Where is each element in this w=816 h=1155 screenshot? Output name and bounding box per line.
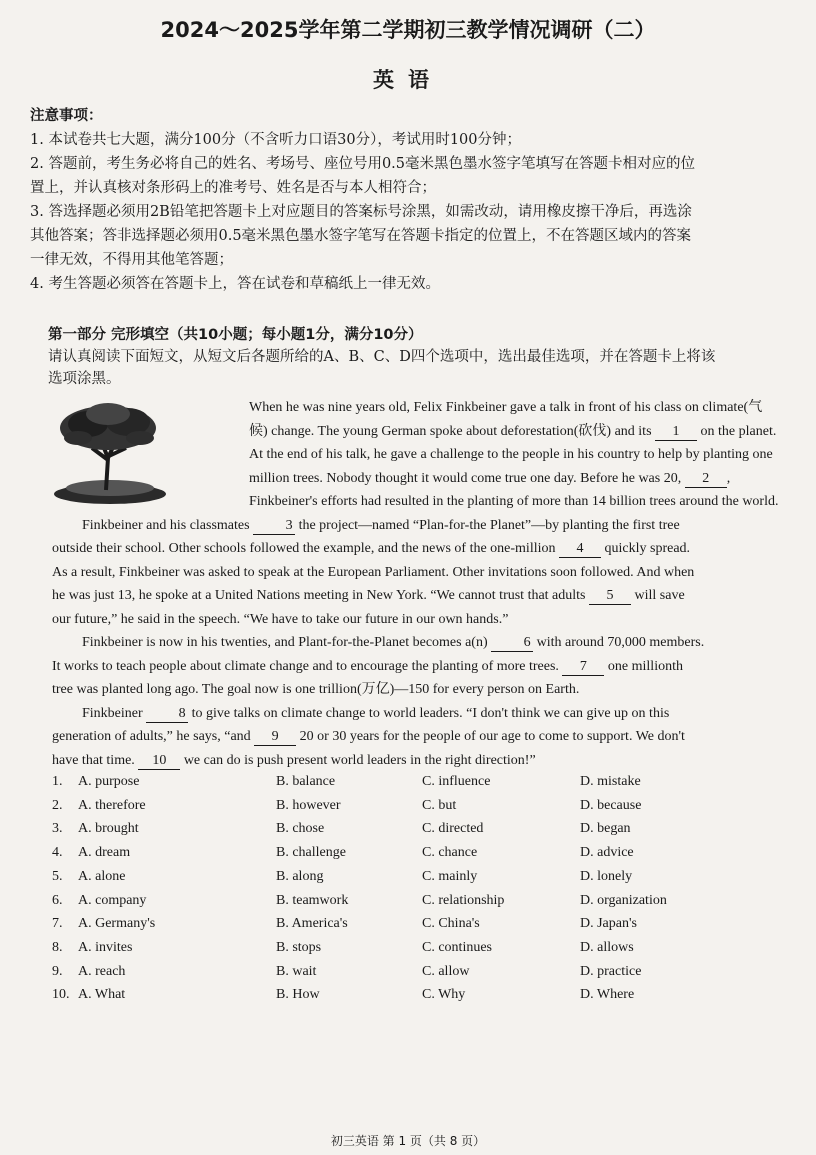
passage-line xyxy=(52,631,764,655)
option-row-5 xyxy=(52,865,764,889)
page-footer: 初三英语 第 1 页（共 8 页） xyxy=(330,1134,486,1148)
blank-6: 6 xyxy=(491,635,533,652)
option-d: D. Where xyxy=(580,987,635,1003)
passage-text: 20 or 30 years for the people of our age to come to support. We don't xyxy=(296,729,685,744)
option-c: C. influence xyxy=(422,774,491,789)
option-a: A. brought xyxy=(78,821,139,837)
passage-text: on the planet. xyxy=(697,423,777,439)
notice-heading: 注意事项： xyxy=(30,108,103,124)
question-number: 7. xyxy=(52,916,63,932)
notice-line: 一律无效，不得用其他笔答题； xyxy=(30,252,233,268)
option-a: A. purpose xyxy=(78,774,140,789)
passage-text: Finkbeiner xyxy=(82,705,147,721)
notice-line: 2. 答题前，考生务必将自己的姓名、考场号、座位号用0.5毫米黑色墨水签字笔填写在答题卡相对应的位 xyxy=(30,156,695,172)
question-number: 6. xyxy=(52,892,63,908)
option-b: B. balance xyxy=(276,774,336,789)
option-d: D. organization xyxy=(580,892,667,908)
subject-title: 英语 xyxy=(373,68,443,92)
passage-line xyxy=(249,396,764,420)
option-d: D. Japan's xyxy=(580,916,637,932)
option-c: C. relationship xyxy=(422,892,505,908)
cloze-passage xyxy=(52,396,779,772)
blank-8: 8 xyxy=(146,706,188,723)
blank-9: 9 xyxy=(254,729,296,746)
passage-text: , xyxy=(726,470,731,486)
passage-text: quickly spread. xyxy=(601,541,691,556)
option-d: D. because xyxy=(580,797,642,813)
option-c: C. but xyxy=(422,797,457,813)
passage-text: outside their school. Other schools followed the example, and the news of the one-million xyxy=(52,541,559,556)
passage-line xyxy=(52,608,764,632)
blank-2: 2 xyxy=(685,471,727,488)
option-b: B. challenge xyxy=(276,845,346,861)
blank-5: 5 xyxy=(589,588,631,605)
passage-line xyxy=(52,584,764,608)
passage-text: will save xyxy=(631,588,685,603)
passage-text: our future,” he said in the speech. “We have to take our future in our own hands.” xyxy=(52,611,509,627)
option-d: D. lonely xyxy=(580,868,633,884)
option-b: B. stops xyxy=(276,939,322,955)
passage-line xyxy=(52,655,764,679)
passage-text: have that time. xyxy=(52,752,139,768)
passage-text: generation of adults,” he says, “and xyxy=(52,729,255,744)
passage-line xyxy=(52,561,764,585)
passage-text: At the end of his talk, he gave a challenge to the people in his country to help by planting one xyxy=(249,447,773,462)
option-d: D. began xyxy=(580,821,631,837)
passage-line xyxy=(52,678,764,702)
option-d: D. mistake xyxy=(580,774,641,789)
option-row-3 xyxy=(52,817,764,841)
option-b: B. however xyxy=(276,797,341,813)
option-a: A. dream xyxy=(78,845,131,861)
part1-heading: 第一部分 完形填空（共10小题；每小题1分，满分10分） xyxy=(48,327,423,343)
option-c: C. China's xyxy=(422,916,480,932)
passage-line xyxy=(52,725,764,749)
passage-text: he was just 13, he spoke at a United Nations meeting in New York. “We cannot trust that adults xyxy=(52,588,589,603)
passage-line xyxy=(249,467,764,491)
notice-item-1 xyxy=(30,128,770,152)
option-d: D. advice xyxy=(580,845,634,861)
question-number: 4. xyxy=(52,845,63,861)
question-number: 3. xyxy=(52,821,63,837)
notice-line: 置上，并认真核对条形码上的准考号、姓名是否与本人相符合； xyxy=(30,180,436,196)
passage-line xyxy=(249,443,773,467)
page-title: 2024～2025学年第二学期初三教学情况调研（二） xyxy=(160,18,656,42)
option-c: C. allow xyxy=(422,963,470,979)
option-a: A. Germany's xyxy=(78,916,156,932)
notice-line: 3. 答选择题必须用2B铅笔把答题卡上对应题目的答案标号涂黑，如需改动，请用橡皮擦干净后，再选涂 xyxy=(30,204,692,220)
question-number: 5. xyxy=(52,868,63,884)
option-row-4 xyxy=(52,841,764,865)
option-a: A. invites xyxy=(78,939,133,955)
options-list xyxy=(52,770,764,1007)
question-number: 1. xyxy=(52,774,63,789)
passage-text: As a result, Finkbeiner was asked to speak at the European Parliament. Other invitations soon followed. And when xyxy=(52,564,695,580)
part1-instruction: 请认真阅读下面短文，从短文后各题所给的A、B、C、D四个选项中，选出最佳选项，并在答题卡上将该 xyxy=(48,349,716,365)
passage-text: Finkbeiner and his classmates xyxy=(82,517,254,533)
option-row-7 xyxy=(52,912,764,936)
notice-item-4 xyxy=(30,272,770,296)
option-b: B. teamwork xyxy=(276,892,349,908)
passage-text: It works to teach people about climate change and to encourage the planting of more trees. xyxy=(52,658,563,674)
option-b: B. wait xyxy=(276,963,317,979)
notice-line: 其他答案；答非选择题必须用0.5毫米黑色墨水签字笔写在答题卡指定的位置上，不在答题区域内的答案 xyxy=(30,228,692,244)
option-c: C. chance xyxy=(422,845,478,861)
notice-item-3 xyxy=(30,200,770,272)
blank-10: 10 xyxy=(138,753,180,770)
blank-3: 3 xyxy=(253,518,295,535)
option-c: C. directed xyxy=(422,821,484,837)
option-row-8 xyxy=(52,936,764,960)
option-a: A. therefore xyxy=(78,797,146,813)
part1-section xyxy=(48,324,768,390)
passage-line xyxy=(52,537,764,561)
option-row-9 xyxy=(52,960,764,984)
question-number: 8. xyxy=(52,939,63,955)
option-row-2 xyxy=(52,794,764,818)
option-a: A. reach xyxy=(78,963,126,979)
passage-line xyxy=(52,702,764,726)
blank-7: 7 xyxy=(562,659,604,676)
passage-text: 候) change. The young German spoke about deforestation(砍伐) and its xyxy=(249,423,656,439)
option-row-6 xyxy=(52,889,764,913)
passage-text: tree was planted long ago. The goal now is one trillion(万亿)—150 for every person on Earth. xyxy=(52,682,580,697)
question-number: 9. xyxy=(52,963,63,979)
notice-line: 4. 考生答题必须答在答题卡上，答在试卷和草稿纸上一律无效。 xyxy=(30,276,440,292)
passage-line xyxy=(249,420,777,444)
passage-text: with around 70,000 members. xyxy=(533,635,705,650)
option-c: C. continues xyxy=(422,939,492,955)
passage-text: Finkbeiner is now in his twenties, and Plant-for-the-Planet becomes a(n) xyxy=(82,635,492,650)
option-a: A. What xyxy=(78,987,126,1003)
option-c: C. mainly xyxy=(422,868,478,884)
passage-line xyxy=(249,490,779,514)
option-a: A. company xyxy=(78,892,147,908)
blank-1: 1 xyxy=(655,424,697,441)
option-b: B. How xyxy=(276,987,320,1003)
part1-instruction: 选项涂黑。 xyxy=(48,371,121,387)
option-a: A. alone xyxy=(78,868,126,884)
passage-text: to give talks on climate change to world leaders. “I don't think we can give up on this xyxy=(188,705,670,721)
option-b: B. America's xyxy=(276,916,348,932)
question-number: 10. xyxy=(52,987,70,1003)
passage-text: we can do is push present world leaders in the right direction!” xyxy=(180,752,536,768)
passage-line xyxy=(52,749,764,773)
option-d: D. allows xyxy=(580,939,634,955)
question-number: 2. xyxy=(52,797,63,813)
notice-item-2 xyxy=(30,152,770,200)
notice-section xyxy=(30,104,770,296)
option-b: B. chose xyxy=(276,821,325,837)
option-row-10 xyxy=(52,983,764,1007)
option-row-1 xyxy=(52,770,764,794)
option-c: C. Why xyxy=(422,987,466,1003)
option-d: D. practice xyxy=(580,963,642,979)
option-b: B. along xyxy=(276,868,324,884)
blank-4: 4 xyxy=(559,541,601,558)
notice-line: 1. 本试卷共七大题，满分100分（不含听力口语30分），考试用时100分钟； xyxy=(30,132,521,148)
passage-text: Finkbeiner's efforts had resulted in the planting of more than 14 billion trees around the world. xyxy=(249,494,779,509)
passage-text: million trees. Nobody thought it would come true one day. Before he was 20, xyxy=(249,470,685,486)
passage-text: When he was nine years old, Felix Finkbeiner gave a talk in front of his class on climate(气 xyxy=(249,400,763,415)
passage-text: the project—named “Plan-for-the Planet”—by planting the first tree xyxy=(295,517,680,533)
passage-line xyxy=(52,514,764,538)
passage-text: one millionth xyxy=(604,658,683,674)
